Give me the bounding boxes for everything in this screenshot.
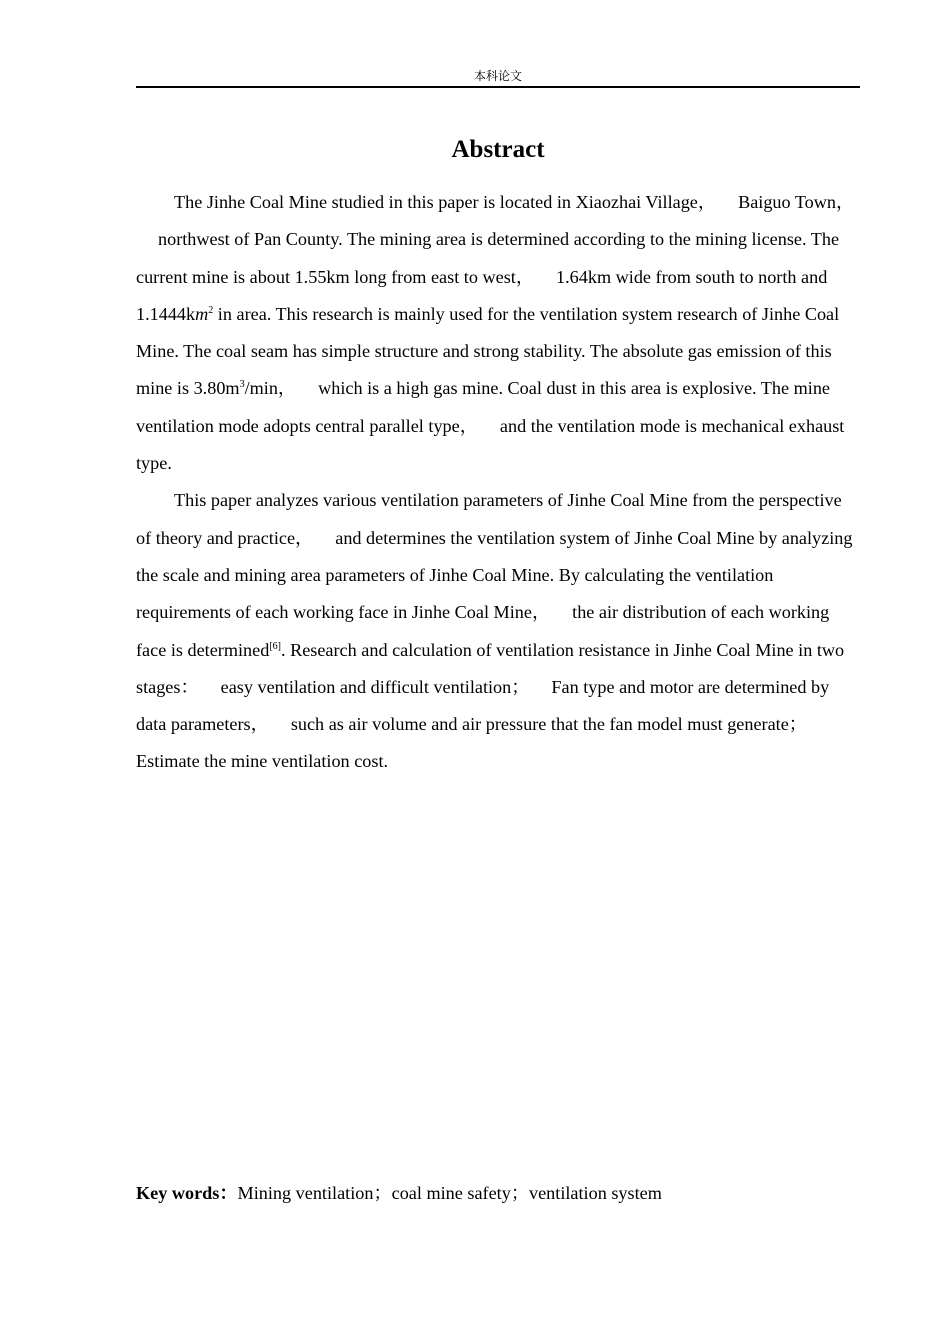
p2-s4: . Research and calculation of ventilation resistance in Jinhe Coal Mine in two stages： [136, 639, 845, 697]
keyword-item: ventilation system [529, 1183, 662, 1203]
p2-s8: Estimate the mine ventilation cost. [136, 751, 389, 772]
p1-sup-3: 3 [239, 379, 245, 391]
p1-s5: in area. This research is mainly used for the ventilation system research of Jinhe Coal Mine. The coal seam has simple structure and strong stability. The absolute gas emission of this mine is 3.80m [136, 303, 840, 399]
abstract-title: Abstract [451, 136, 545, 163]
keywords-line [136, 1178, 860, 1208]
p1-s6: /min， [244, 378, 297, 399]
p2-s7: such as air volume and air pressure that the fan model must generate； [290, 714, 807, 735]
p2-s3: the air distribution of each working face is determined [136, 602, 830, 660]
p1-sup-2: 2 [208, 304, 214, 316]
p1-s8: and the ventilation mode is mechanical exhaust type. [136, 415, 845, 474]
abstract-paragraph-1 [136, 184, 860, 482]
keywords-label: Key words： [136, 1183, 238, 1203]
keyword-item: coal mine safety； [391, 1183, 530, 1203]
abstract-body [136, 184, 860, 781]
p1-unit-m: m [195, 303, 209, 324]
header-text: 本科论文 [473, 69, 522, 83]
p2-s5: easy ventilation and difficult ventilation； [220, 676, 530, 697]
p2-s6: Fan type and motor are determined by data parameters， [136, 676, 830, 735]
p1-s4: 1.64km wide from south to north and 1.1444k [136, 266, 828, 324]
p1-s3: northwest of Pan County. The mining area is determined according to the mining license. The current mine is about 1.55km long from east to west， [136, 229, 840, 287]
abstract-paragraph-2 [136, 482, 860, 780]
keyword-item: Mining ventilation； [237, 1183, 392, 1203]
p1-s2: Baiguo Town， [738, 192, 855, 212]
page-header [136, 66, 860, 88]
p1-s1: The Jinhe Coal Mine studied in this paper is located in Xiaozhai Village， [174, 192, 717, 212]
p1-s7: which is a high gas mine. Coal dust in this area is explosive. The mine ventilation mode adopts central parallel type， [136, 378, 830, 436]
p2-s2: and determines the ventilation system of Jinhe Coal Mine by analyzing the scale and mining area parameters of Jinhe Coal Mine. By calculating the ventilation requirements of each working face in Jinhe Coal Mine， [136, 527, 853, 623]
p2-s1: This paper analyzes various ventilation parameters of Jinhe Coal Mine from the perspective of theory and practice， [136, 490, 842, 548]
citation-ref: [6] [269, 640, 281, 652]
